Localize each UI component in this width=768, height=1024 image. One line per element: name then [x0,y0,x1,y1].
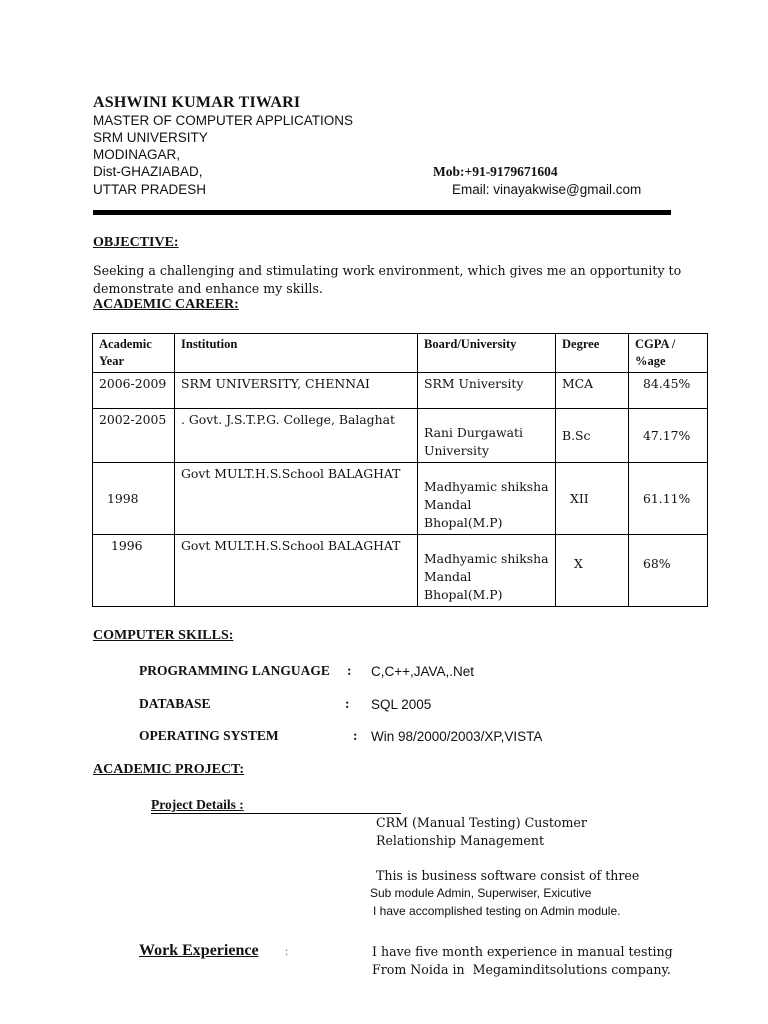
work-experience-heading: Work Experience [139,942,259,959]
cell-score: 47.17% [629,409,708,463]
skill-colon: : [347,663,352,678]
header-city: MODINAGAR, [93,147,181,162]
cell-board: SRM University [418,373,556,409]
project-desc-line2: Sub module Admin, Superwiser, Exicutive [370,886,592,900]
skill-label-programming: PROGRAMMING LANGUAGE [139,663,330,678]
header-university: SRM UNIVERSITY [93,130,208,145]
header-state: UTTAR PRADESH [93,182,207,197]
skill-colon: : [353,728,358,743]
skill-value-database: SQL 2005 [371,697,432,712]
table-header-row [93,334,708,373]
objective-text: Seeking a challenging and stimulating work environment, which gives me an opportunity to demonstrate and enhance my skills. [93,263,682,296]
cell-board: Madhyamic shiksha Mandal Bhopal(M.P) [418,535,556,607]
skill-colon: : [345,696,350,711]
col-institution: Institution [175,334,418,373]
cell-degree: MCA [556,373,629,409]
cell-year: 2006-2009 [93,373,175,409]
project-title-line1: CRM (Manual Testing) Customer [376,815,587,830]
cell-year: 1996 [93,535,175,607]
computer-skills-heading: COMPUTER SKILLS: [93,628,234,643]
table-row [93,373,708,409]
table-row [93,463,708,535]
project-desc-line3: I have accomplished testing on Admin module. [373,904,621,918]
cell-score: 68% [629,535,708,607]
cell-degree: X [556,535,629,607]
skill-value-programming: C,C++,JAVA,.Net [371,664,475,679]
cell-year: 2002-2005 [93,409,175,463]
cell-institution: SRM UNIVERSITY, CHENNAI [175,373,418,409]
cell-degree: XII [556,463,629,535]
cell-institution: . Govt. J.S.T.P.G. College, Balaghat [175,409,418,463]
email-address: Email: vinayakwise@gmail.com [452,182,642,197]
cell-score: 84.45% [629,373,708,409]
candidate-name: ASHWINI KUMAR TIWARI [93,94,301,111]
skill-value-os: Win 98/2000/2003/XP,VISTA [371,729,543,744]
work-experience-colon: : [285,944,289,958]
cell-board: Rani Durgawati University [418,409,556,463]
work-experience-line2: From Noida in Megaminditsolutions company. [372,962,671,977]
project-title-line2: Relationship Management [376,833,545,848]
skill-label-os: OPERATING SYSTEM [139,728,279,743]
project-details-label: Project Details : [151,797,401,814]
col-board-university: Board/University [418,334,556,373]
header-district: Dist-GHAZIABAD, [93,164,203,179]
cell-degree: B.Sc [556,409,629,463]
academic-table [92,333,708,607]
work-experience-line1: I have five month experience in manual testing [372,944,673,959]
col-academic-year: Academic Year [93,334,175,373]
skill-label-database: DATABASE [139,696,211,711]
header-divider [93,210,671,215]
cell-score: 61.11% [629,463,708,535]
cell-institution: Govt MULT.H.S.School BALAGHAT [175,463,418,535]
objective-heading: OBJECTIVE: [93,235,179,250]
col-cgpa: CGPA / %age [629,334,708,373]
project-desc-line1: This is business software consist of three [376,868,640,883]
academic-career-heading: ACADEMIC CAREER: [93,297,239,312]
cell-year: 1998 [93,463,175,535]
table-row [93,535,708,607]
cell-institution: Govt MULT.H.S.School BALAGHAT [175,535,418,607]
col-degree: Degree [556,334,629,373]
mobile-number: Mob:+91-9179671604 [433,164,558,179]
cell-board: Madhyamic shiksha Mandal Bhopal(M.P) [418,463,556,535]
academic-project-heading: ACADEMIC PROJECT: [93,762,245,777]
header-degree: MASTER OF COMPUTER APPLICATIONS [93,113,354,128]
table-row [93,409,708,463]
